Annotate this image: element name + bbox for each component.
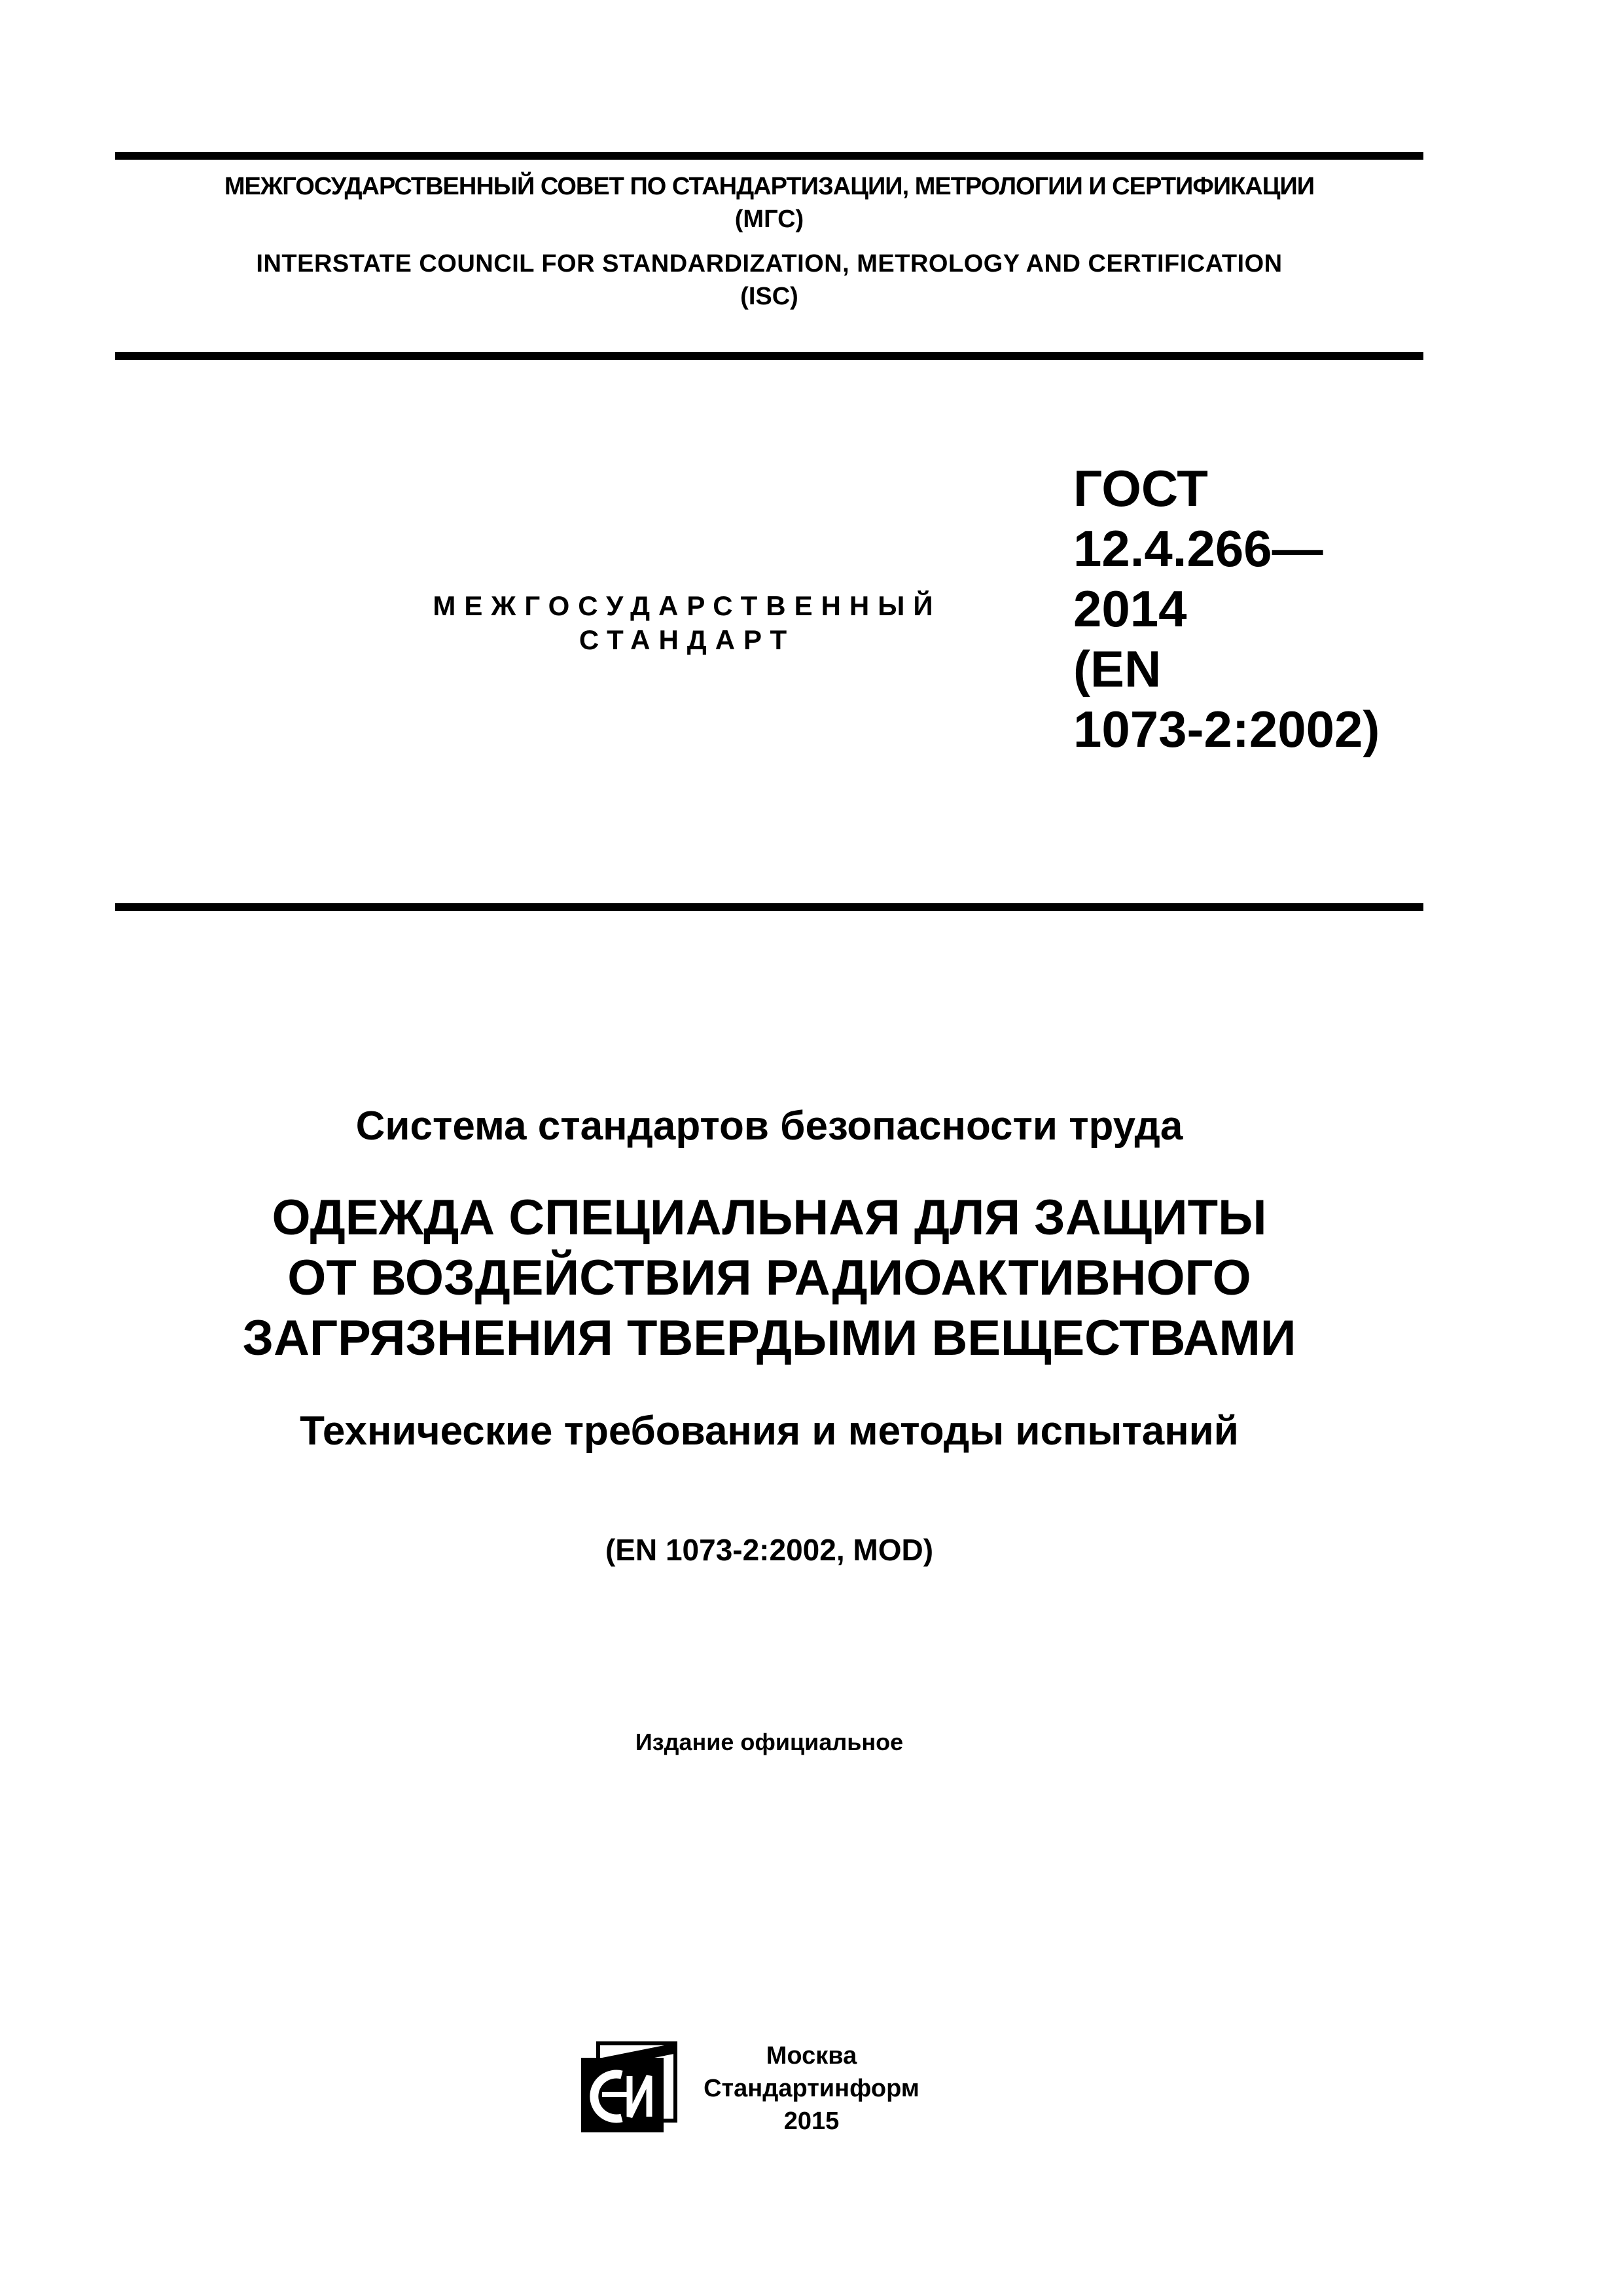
main-title-line: ОТ ВОЗДЕЙСТВИЯ РАДИОАКТИВНОГО: [287, 1250, 1251, 1306]
standard-designation: [1073, 458, 1380, 759]
council-name-ru: МЕЖГОСУДАРСТВЕННЫЙ СОВЕТ ПО СТАНДАРТИЗАЦИИ, МЕТРОЛОГИИ И СЕРТИФИКАЦИИ: [224, 173, 1315, 200]
designation-line: 1073-2:2002): [1073, 700, 1380, 758]
main-title-line: ОДЕЖДА СПЕЦИАЛЬНАЯ ДЛЯ ЗАЩИТЫ: [272, 1190, 1267, 1246]
designation-line: 2014: [1073, 580, 1187, 637]
designation-line: ГОСТ: [1073, 459, 1208, 517]
header-divider: [115, 352, 1423, 360]
edition-note: Издание официальное: [635, 1729, 904, 1755]
council-abbr-en: (ISC): [740, 283, 798, 310]
standard-kind: [393, 589, 982, 657]
publisher-name: Стандартинформ: [704, 2075, 919, 2102]
standartinform-logo-icon: [576, 2041, 681, 2136]
standard-kind-line-2: СТАНДАРТ: [579, 624, 796, 655]
designation-line: (EN: [1073, 640, 1162, 698]
publisher-city: Москва: [766, 2042, 857, 2070]
series-title: Система стандартов безопасности труда: [355, 1103, 1183, 1149]
top-divider: [115, 152, 1423, 160]
subtitle: Технические требования и методы испытаний: [300, 1408, 1239, 1454]
main-title: [115, 1188, 1423, 1369]
main-title-line: ЗАГРЯЗНЕНИЯ ТВЕРДЫМИ ВЕЩЕСТВАМИ: [242, 1310, 1296, 1366]
publication-year: 2015: [783, 2108, 840, 2135]
title-divider: [115, 903, 1423, 911]
council-name-en: INTERSTATE COUNCIL FOR STANDARDIZATION, METROLOGY AND CERTIFICATION: [256, 250, 1283, 278]
designation-line: 12.4.266—: [1073, 520, 1323, 577]
standard-kind-line-1: МЕЖГОСУДАРСТВЕННЫЙ: [433, 590, 942, 621]
en-reference: (EN 1073-2:2002, MOD): [605, 1533, 934, 1567]
publisher-block: [694, 2039, 929, 2138]
council-abbr-ru: (МГС): [734, 206, 804, 233]
